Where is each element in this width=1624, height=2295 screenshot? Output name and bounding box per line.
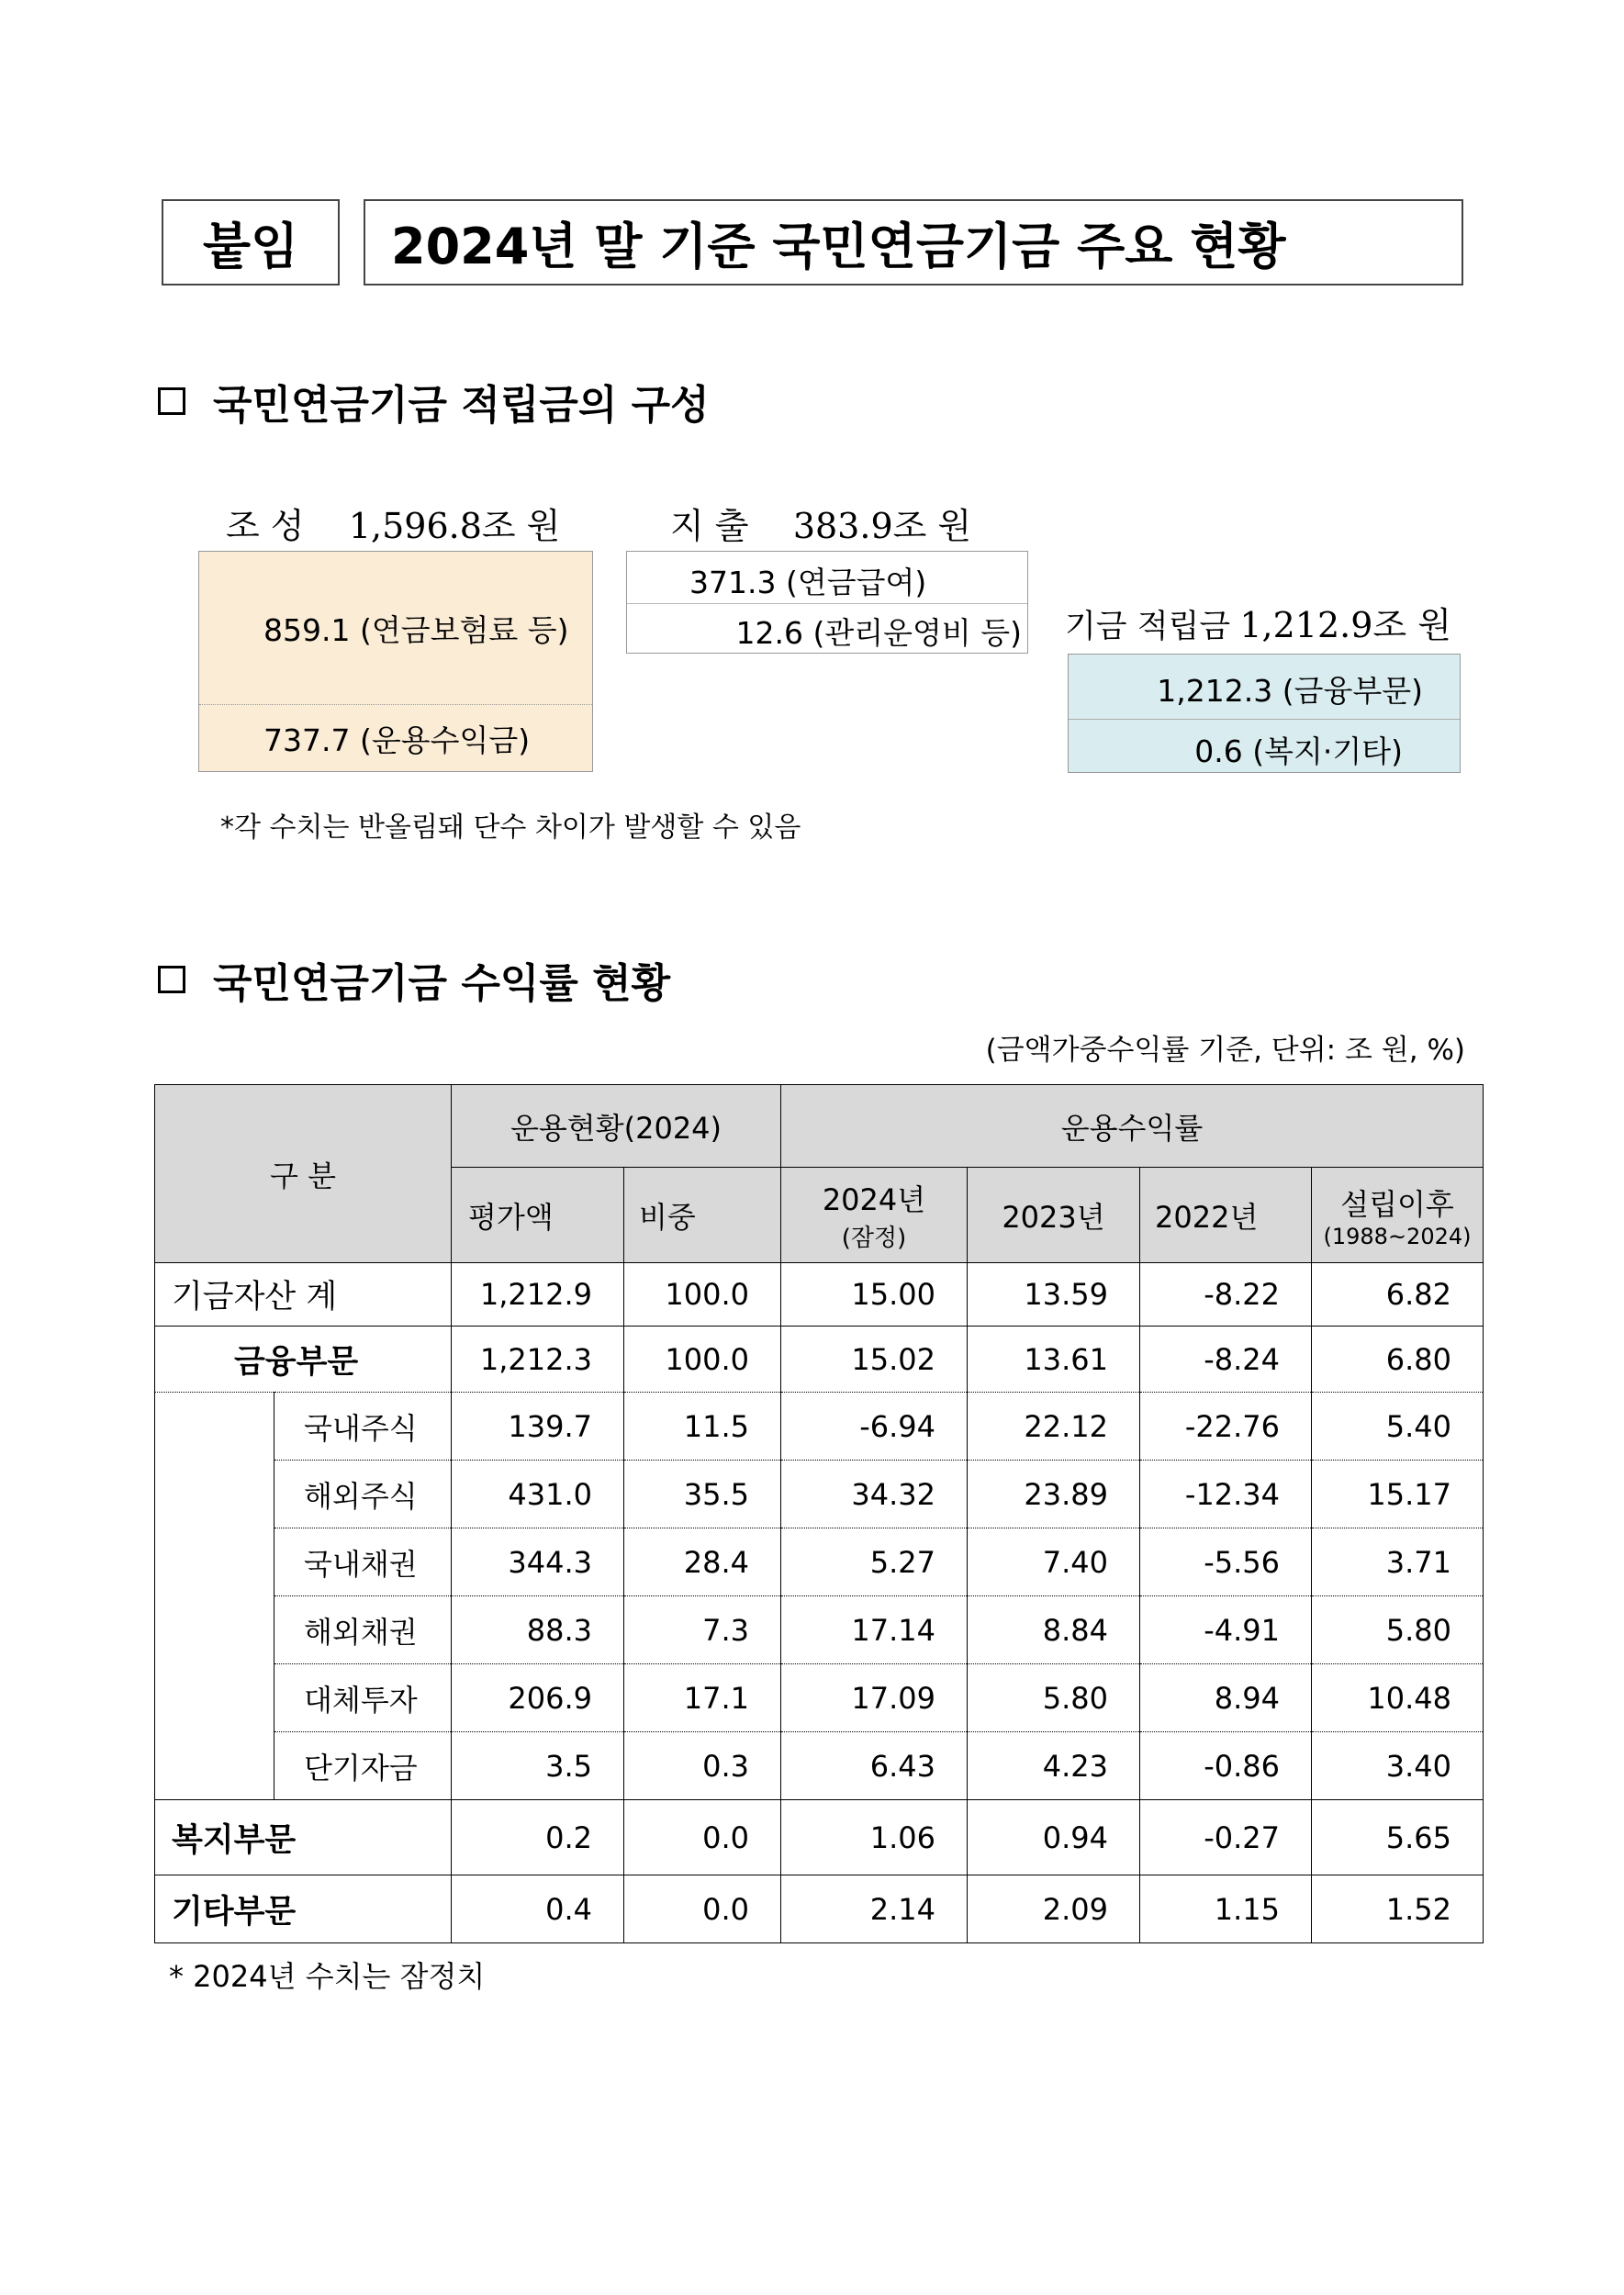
cell-amount: 0.2 [452,1800,624,1875]
cell-r2022: 8.94 [1140,1664,1312,1732]
cell-r2022: -12.34 [1140,1461,1312,1528]
cell-ratio: 0.3 [624,1732,781,1800]
cell-amount: 206.9 [452,1664,624,1732]
cell-r2022: -22.76 [1140,1393,1312,1461]
cell-r2024: 1.06 [781,1800,968,1875]
cell-r2024: -6.94 [781,1393,968,1461]
fund-box [1068,654,1461,773]
cell-amount: 3.5 [452,1732,624,1800]
cell-r2022: -0.86 [1140,1732,1312,1800]
cell-ratio: 100.0 [624,1263,781,1327]
cell-since: 5.40 [1312,1393,1484,1461]
table-row [155,1461,1484,1528]
cell-r2023: 8.84 [968,1596,1140,1664]
cell-r2023: 13.61 [968,1327,1140,1393]
cell-r2023: 7.40 [968,1528,1140,1596]
header-since-sub: (1988~2024) [1323,1223,1472,1249]
cell-ratio: 7.3 [624,1596,781,1664]
cell-indent [155,1393,274,1800]
cell-name: 국내채권 [274,1528,452,1596]
cell-since: 3.71 [1312,1528,1484,1596]
fund-total: 1,212.9조 원 [1239,605,1451,645]
page-title-text: 2024년 말 기준 국민연금기금 주요 현황 [391,217,1286,275]
table-row [155,1393,1484,1461]
cell-amount: 1,212.3 [452,1327,624,1393]
cell-name: 국내주식 [274,1393,452,1461]
cell-r2023: 2.09 [968,1875,1140,1943]
table-row [155,1800,1484,1875]
cell-since: 5.65 [1312,1800,1484,1875]
fund-item: 0.6 (복지·기타) [1194,733,1403,769]
cell-since: 15.17 [1312,1461,1484,1528]
header-ratio: 비중 [624,1168,781,1263]
expenditure-total: 383.9조 원 [792,506,972,546]
unit-note: (금액가중수익률 기준, 단위: 조 원, %) [985,1034,1465,1067]
cell-r2023: 5.80 [968,1664,1140,1732]
cell-r2024: 6.43 [781,1732,968,1800]
header-2023: 2023년 [968,1168,1140,1263]
cell-r2024: 15.00 [781,1263,968,1327]
cell-name: 복지부문 [155,1800,452,1875]
cell-r2024: 5.27 [781,1528,968,1596]
sources-total: 1,596.8조 원 [348,506,561,546]
cell-r2022: -0.27 [1140,1800,1312,1875]
table-row [155,1664,1484,1732]
cell-r2024: 17.14 [781,1596,968,1664]
cell-r2023: 13.59 [968,1263,1140,1327]
cell-ratio: 0.0 [624,1875,781,1943]
table-row [155,1528,1484,1596]
cell-amount: 139.7 [452,1393,624,1461]
cell-r2022: -4.91 [1140,1596,1312,1664]
cell-since: 6.80 [1312,1327,1484,1393]
cell-name: 단기자금 [274,1732,452,1800]
cell-amount: 431.0 [452,1461,624,1528]
cell-r2024: 17.09 [781,1664,968,1732]
attachment-label: 붙임 [202,217,299,275]
cell-name: 해외채권 [274,1596,452,1664]
expenditure-item: 12.6 (관리운영비 등) [735,615,1022,651]
table-footnote: * 2024년 수치는 잠정치 [169,1959,486,1994]
header-status-group: 운용현황(2024) [452,1085,781,1168]
header-since: 설립이후 (1988~2024) [1312,1168,1484,1263]
cell-ratio: 11.5 [624,1393,781,1461]
table-row [155,1732,1484,1800]
cell-r2022: 1.15 [1140,1875,1312,1943]
cell-name: 기타부문 [155,1875,452,1943]
cell-ratio: 0.0 [624,1800,781,1875]
cell-name: 대체투자 [274,1664,452,1732]
cell-r2022: -8.22 [1140,1263,1312,1327]
cell-amount: 0.4 [452,1875,624,1943]
cell-amount: 1,212.9 [452,1263,624,1327]
cell-r2024: 15.02 [781,1327,968,1393]
cell-since: 3.40 [1312,1732,1484,1800]
fund-item: 1,212.3 (금융부문) [1157,673,1423,709]
table-row [155,1263,1484,1327]
cell-ratio: 100.0 [624,1327,781,1393]
header-eval-amount: 평가액 [452,1168,624,1263]
cell-since: 10.48 [1312,1664,1484,1732]
sources-item: 859.1 (연금보험료 등) [263,612,569,648]
header-return-group: 운용수익률 [781,1085,1484,1168]
cell-name: 기금자산 계 [155,1263,452,1327]
cell-r2022: -8.24 [1140,1327,1312,1393]
cell-r2024: 34.32 [781,1461,968,1528]
cell-since: 6.82 [1312,1263,1484,1327]
fund-label: 기금 적립금 1,212.9조 원 [1065,605,1451,645]
sources-label: 조 성 1,596.8조 원 [226,506,561,546]
returns-table [154,1084,1484,1943]
checkbox-square-icon [158,966,185,993]
cell-amount: 344.3 [452,1528,624,1596]
sources-item: 737.7 (운용수익금) [263,722,531,758]
header-category: 구 분 [155,1085,452,1263]
header-2022: 2022년 [1140,1168,1312,1263]
section-heading-text: 국민연금기금 적립금의 구성 [213,382,710,429]
section-heading-text: 국민연금기금 수익률 현황 [213,960,671,1007]
cell-ratio: 17.1 [624,1664,781,1732]
cell-ratio: 35.5 [624,1461,781,1528]
cell-since: 1.52 [1312,1875,1484,1943]
cell-amount: 88.3 [452,1596,624,1664]
cell-name: 금융부문 [155,1327,452,1393]
expenditure-label: 지 출 383.9조 원 [670,506,972,546]
page-title [364,199,1463,285]
cell-r2022: -5.56 [1140,1528,1312,1596]
header-2024-sub: (잠정) [841,1225,907,1252]
expenditure-box [626,551,1028,654]
checkbox-square-icon [158,387,185,415]
section-heading-composition [158,372,710,431]
cell-name: 해외주식 [274,1461,452,1528]
header-2024: 2024년 (잠정) [781,1168,968,1263]
table-row [155,1596,1484,1664]
cell-ratio: 28.4 [624,1528,781,1596]
table-row [155,1875,1484,1943]
cell-r2023: 22.12 [968,1393,1140,1461]
expenditure-item: 371.3 (연금급여) [689,565,927,600]
cell-r2024: 2.14 [781,1875,968,1943]
cell-r2023: 23.89 [968,1461,1140,1528]
attachment-badge [162,199,340,285]
section-heading-returns [158,950,670,1009]
table-row [155,1327,1484,1393]
sources-box [198,551,593,772]
cell-r2023: 4.23 [968,1732,1140,1800]
cell-since: 5.80 [1312,1596,1484,1664]
cell-r2023: 0.94 [968,1800,1140,1875]
rounding-note: *각 수치는 반올림돼 단수 차이가 발생할 수 있음 [220,812,801,844]
